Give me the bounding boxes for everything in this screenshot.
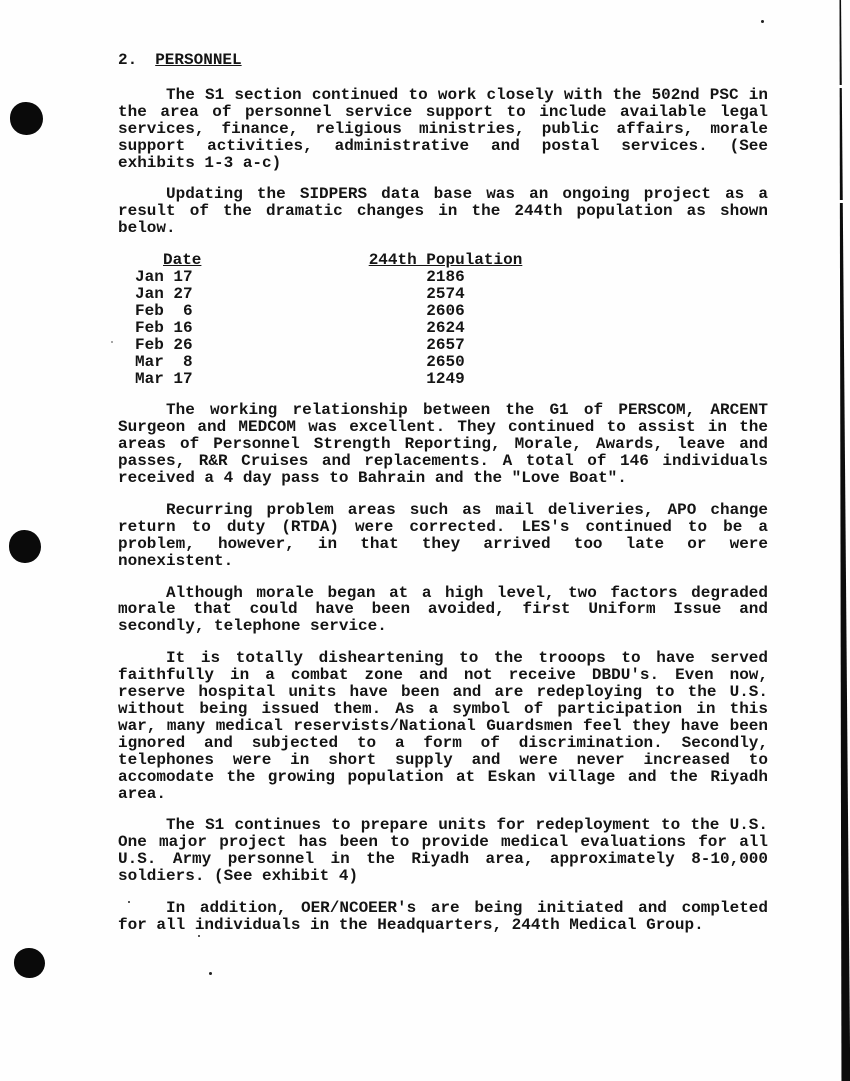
table-header-date-cell xyxy=(118,252,368,269)
table-header-row xyxy=(118,252,768,269)
paragraph-oer-ncoeer: In addition, OER/NCOEER's are being initiated and completed for all individuals in the Headquarters, 244th Medical Group. xyxy=(118,899,768,934)
table-cell-date: Feb 6 xyxy=(135,301,193,320)
table-cell-population: 2650 xyxy=(426,352,465,371)
table-cell-date: Jan 27 xyxy=(135,284,193,303)
table-row xyxy=(118,354,768,371)
table-cell-date: Jan 17 xyxy=(135,268,193,287)
table-cell-population: 2574 xyxy=(426,284,465,303)
table-cell-date: Mar 8 xyxy=(135,352,193,371)
table-header-population-cell xyxy=(368,252,523,269)
section-heading xyxy=(118,52,768,69)
table-cell-population: 2657 xyxy=(426,335,465,354)
paragraph-working-relationship: The working relationship between the G1 of PERSCOM, ARCENT Surgeon and MEDCOM was excellent. They continued to assist in the areas of Personnel Strength Reporting, Morale, Awards, leave and passes, R&R Cruises and replacements. A total of 146 individuals received a 4 day pass to Bahrain and the "Love Boat". xyxy=(118,401,768,488)
scan-speck xyxy=(198,935,200,937)
paragraph-uniform-telephone: It is totally disheartening to the trooops to have served faithfully in a combat zone and not receive DBDU's. Even now, reserve hospital units have been and are redeploying to the U.S. without being issued them. As a symbol of participation in this war, many medical reservists/National Guardsmen feel they have been ignored and subjected to a form of discrimination. Secondly, telephones were in short supply and were never increased to accomodate the growing population at Eskan village and the Riyadh area. xyxy=(118,649,768,803)
table-header-date: Date xyxy=(163,251,202,270)
table-row xyxy=(118,320,768,337)
table-row xyxy=(118,286,768,303)
table-row xyxy=(118,303,768,320)
table-cell-population: 2186 xyxy=(426,268,465,287)
population-table xyxy=(118,252,768,387)
table-row xyxy=(118,371,768,388)
paragraph-redeployment: The S1 continues to prepare units for redeployment to the U.S. One major project has been to provide medical evaluations for all U.S. Army personnel in the Riyadh area, approximately 8-10,000 soldiers. (See exhibit 4) xyxy=(118,816,768,886)
hole-punch-mark xyxy=(14,948,45,978)
scan-speck xyxy=(761,20,764,23)
table-header-population: 244th Population xyxy=(368,251,523,270)
paragraph-recurring-problems: Recurring problem areas such as mail deliveries, APO change return to duty (RTDA) were corrected. LES's continued to be a problem, however, in that they arrived too late or were nonexistent. xyxy=(118,500,768,570)
table-cell-date: Feb 16 xyxy=(135,318,193,337)
table-cell-population: 2606 xyxy=(426,301,465,320)
section-number: 2. xyxy=(118,51,138,69)
document-body xyxy=(118,52,768,934)
table-cell-date: Feb 26 xyxy=(135,335,193,354)
paragraph-sidpers: Updating the SIDPERS data base was an ongoing project as a result of the dramatic changes in the 244th population as shown below. xyxy=(118,185,768,238)
scan-edge-bar-gap xyxy=(838,200,843,203)
table-cell-population: 2624 xyxy=(426,318,465,337)
section-title: PERSONNEL xyxy=(155,51,242,69)
table-cell-date: Mar 17 xyxy=(135,369,193,388)
table-cell-population: 1249 xyxy=(426,369,465,388)
paragraph-morale: Although morale began at a high level, two factors degraded morale that could have been avoided, first Uniform Issue and secondly, telephone service. xyxy=(118,583,768,636)
scan-edge-bar xyxy=(836,0,850,1081)
scan-speck xyxy=(209,972,212,975)
scan-edge-bar-gap xyxy=(838,85,843,88)
table-row xyxy=(118,269,768,286)
scan-speck xyxy=(111,341,113,343)
paragraph-s1-section: The S1 section continued to work closely with the 502nd PSC in the area of personnel service support to include available legal services, finance, religious ministries, public affairs, morale support activities, administrative and postal services. (See exhibits 1-3 a-c) xyxy=(118,85,768,172)
table-row xyxy=(118,337,768,354)
hole-punch-mark xyxy=(10,102,43,135)
hole-punch-mark xyxy=(9,530,41,563)
